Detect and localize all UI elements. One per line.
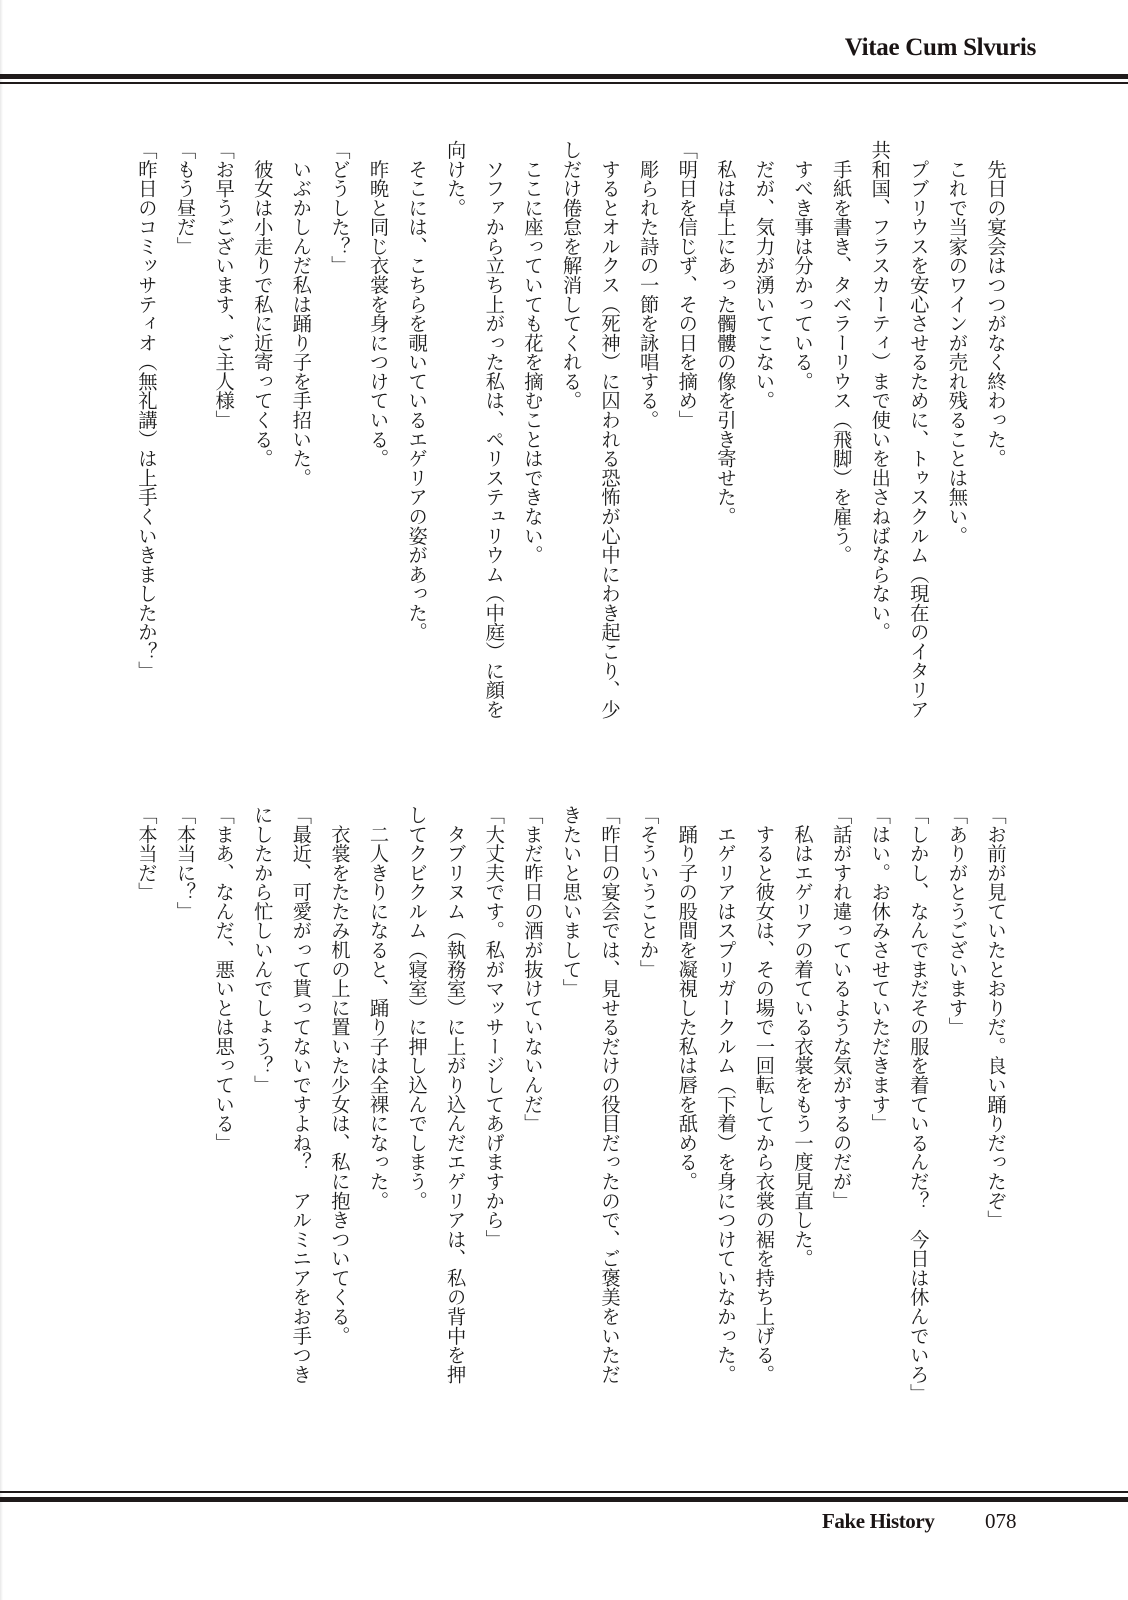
text-line: そこには、こちらを覗いているエゲリアの姿があった。 — [405, 140, 429, 642]
text-line: きたいと思いまして」 — [559, 805, 583, 998]
text-line: ソファから立ち上がった私は、ペリステュリウム（中庭）に顔を — [482, 140, 506, 719]
text-line: するとオルクス（死神）に囚われる恐怖が心中にわき起こり、少 — [598, 140, 622, 719]
running-footer-title: Fake History — [822, 1509, 935, 1533]
footer-rule-thick — [0, 1497, 1128, 1502]
text-line: これで当家のワインが売れ残ることは無い。 — [945, 140, 969, 546]
text-line: 「はい。お休みさせていただきます」 — [868, 805, 892, 1133]
text-line: 先日の宴会はつつがなく終わった。 — [984, 140, 1007, 468]
upper-text-block — [114, 140, 1014, 730]
text-line: 「本当だ」 — [134, 805, 158, 902]
text-line: 「どうした？」 — [327, 140, 351, 276]
text-line: 昨晩と同じ衣裳を身につけている。 — [366, 140, 390, 468]
text-line: 共和国、フラスカーティ）まで使いを出さねばならない。 — [868, 140, 892, 642]
text-line: 踊り子の股間を凝視した私は唇を舐める。 — [675, 805, 699, 1191]
text-line: 「お前が見ていたとおりだ。良い踊りだったぞ」 — [984, 805, 1007, 1230]
page-number: 078 — [985, 1509, 1017, 1533]
text-line: 向けた。 — [443, 140, 467, 218]
text-line: プブリウスを安心させるために、トゥスクルム（現在のイタリア — [906, 140, 930, 719]
lower-text-block — [114, 805, 1014, 1403]
text-line: 「そういうことか」 — [636, 805, 660, 979]
text-line: 「大丈夫です。私がマッサージしてあげますから」 — [482, 805, 506, 1249]
text-line: 彼女は小走りで私に近寄ってくる。 — [250, 140, 274, 468]
header-rule-thin — [0, 82, 1128, 84]
text-line: エゲリアはスプリガークルム（下着）を身につけていなかった。 — [713, 805, 737, 1384]
text-line: ここに座っていても花を摘むことはできない。 — [520, 140, 544, 565]
page-spine-shadow — [0, 0, 3, 1600]
text-line: 手紙を書き、タベラーリウス（飛脚）を雇う。 — [829, 140, 853, 565]
text-line: 「昨日のコミッサティオ（無礼講）は上手くいきましたか？」 — [134, 140, 158, 681]
text-line: 「まだ昨日の酒が抜けていないんだ」 — [520, 805, 544, 1133]
text-line: 「明日を信じず、その日を摘め」 — [675, 140, 699, 430]
text-line: 「まあ、なんだ、悪いとは思っている」 — [212, 805, 236, 1153]
text-line: 「しかし、なんでまだその服を着ているんだ？ 今日は休んでいろ」 — [906, 805, 930, 1403]
text-line: 「昨日の宴会では、見せるだけの役目だったので、ご褒美をいただ — [598, 805, 622, 1384]
footer-rule-thin — [0, 1491, 1128, 1493]
text-line: にしたから忙しいんでしょう？」 — [250, 805, 274, 1095]
text-line: 「本当に？」 — [173, 805, 197, 921]
text-line: だが、気力が湧いてこない。 — [752, 140, 776, 411]
text-line: タブリヌム（執務室）に上がり込んだエゲリアは、私の背中を押 — [443, 805, 467, 1384]
text-line: 衣裳をたたみ机の上に置いた少女は、私に抱きついてくる。 — [327, 805, 351, 1346]
text-line: 私は卓上にあった髑髏の像を引き寄せた。 — [713, 140, 737, 526]
text-line: 「話がすれ違っているような気がするのだが」 — [829, 805, 853, 1211]
text-line: 二人きりになると、踊り子は全裸になった。 — [366, 805, 390, 1211]
text-line: 彫られた詩の一節を詠唱する。 — [636, 140, 660, 430]
text-line: してクビクルム（寝室）に押し込んでしまう。 — [405, 805, 429, 1211]
text-line: 「ありがとうございます」 — [945, 805, 969, 1037]
text-line: しだけ倦怠を解消してくれる。 — [559, 140, 583, 411]
text-line: すると彼女は、その場で一回転してから衣裳の裾を持ち上げる。 — [752, 805, 776, 1384]
text-line: いぶかしんだ私は踊り子を手招いた。 — [289, 140, 313, 488]
text-line: 「もう昼だ」 — [173, 140, 197, 256]
text-line: 「最近、可愛がって貰ってないですよね？ アルミニアをお手つき — [289, 805, 313, 1384]
text-line: 「お早うございます、ご主人様」 — [212, 140, 236, 430]
running-header-title: Vitae Cum Slvuris — [844, 34, 1036, 61]
text-line: すべき事は分かっている。 — [791, 140, 815, 391]
header-rule-thick — [0, 74, 1128, 79]
text-line: 私はエゲリアの着ている衣裳をもう一度見直した。 — [791, 805, 815, 1268]
